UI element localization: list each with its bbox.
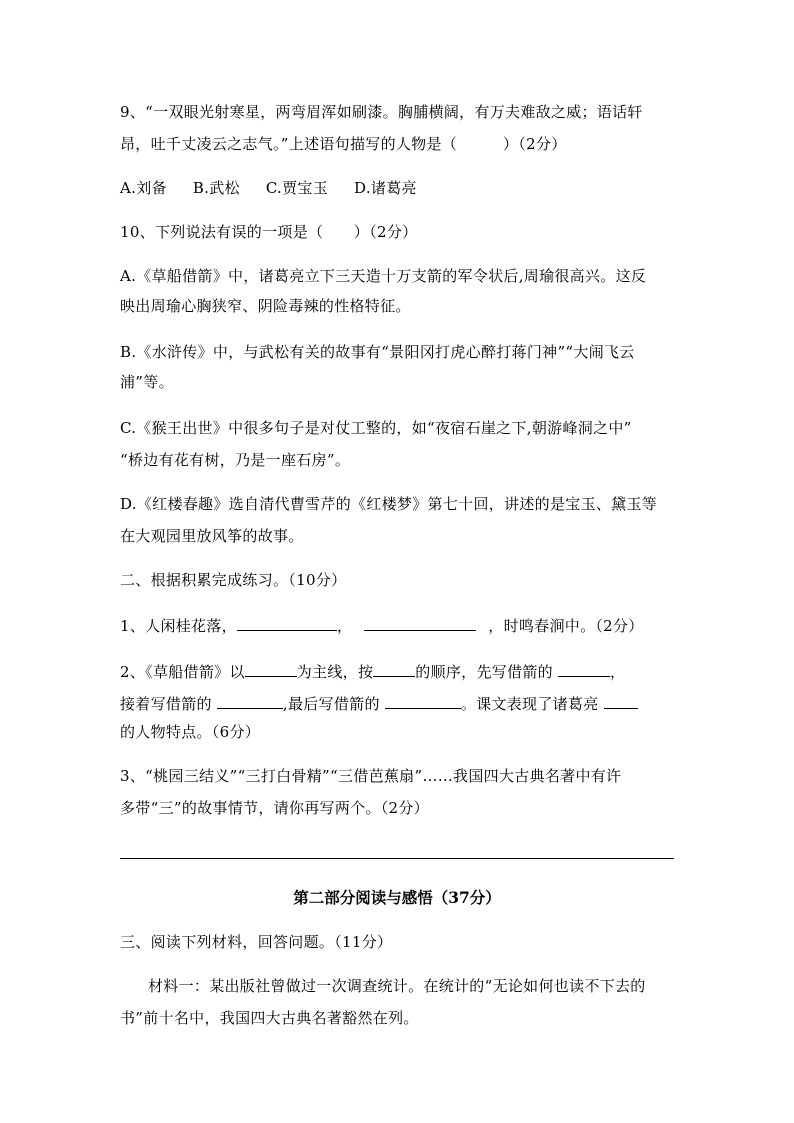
answer-blank-1[interactable] [237,614,337,631]
answer-blank-5[interactable] [558,660,610,677]
q10-option-b-line-1: B.《水浒传》中，与武松有关的故事有“景阳冈打虎心醉打蒋门神”“大闹飞云 [120,343,635,361]
q10-option-d-line-2: 在大观园里放风筝的故事。 [120,527,304,545]
q1-text-mid: ， [336,617,353,635]
section2-q2-line-3: 的人物特点。（6分） [120,723,261,741]
q2-text-c: 的顺序，先写借箭的 [415,663,559,681]
q1-text-pre: 1、人闲桂花落， [120,617,237,635]
q9-line-2: 昂，吐千丈凌云之志气。”上述语句描写的人物是（ ）（2分） [120,135,567,153]
q10-option-a-line-1: A.《草船借箭》中，诸葛亮立下三天造十万支箭的军令状后,周瑜很高兴。这反 [120,267,647,285]
section2-q3-line-1: 3、“桃园三结义”“三打白骨精”“三借芭蕉扇”……我国四大古典名著中有许 [120,767,622,785]
q2-text-e: 接着写借箭的 [120,695,217,713]
q9-line-1: 9、“一双眼光射寒星，两弯眉浑如刷漆。胸脯横阔，有万夫难敌之威；语话轩 [120,103,643,121]
answer-blank-8[interactable] [604,692,638,709]
q10-option-b-line-2: 浦”等。 [120,373,174,391]
q10-option-d-line-1: D.《红楼春趣》选自清代曹雪芹的《红楼梦》第七十回，讲述的是宝玉、黛玉等 [120,495,658,513]
q2-text-a: 2、《草船借箭》以 [120,663,245,681]
section2-q1 [120,614,644,636]
q9-option-c: C.贾宝玉 [265,179,329,197]
part2-heading: 第二部分阅读与感悟（37分） [293,888,501,907]
material1-line-1: 材料一：某出版社曾做过一次调查统计。在统计的“无论如何也读不下去的 [148,977,646,995]
section2-title: 二、根据积累完成练习。（10分） [120,571,347,589]
q1-text-post: ，时鸣春涧中。（2分） [488,617,644,635]
q9-options [120,178,443,198]
q2-text-f: ,最后写借箭的 [282,695,385,713]
q10-stem: 10、下列说法有误的一项是（ ）（2分） [120,223,418,241]
section3-title: 三、阅读下列材料，回答问题。（11分） [120,933,393,951]
section2-q2-line-2 [120,692,638,714]
q9-option-a: A.刘备 [120,179,167,197]
q2-text-d: ， [610,663,626,681]
q2-text-b: 为主线，按 [296,663,374,681]
section2-q2-line-1 [120,660,625,682]
answer-blank-3[interactable] [245,660,297,677]
q10-option-a-line-2: 映出周瑜心胸狭窄、阴险毒辣的性格特征。 [120,297,411,315]
q2-text-g: 。课文表现了诸葛亮 [460,695,604,713]
material1-line-2: 书”前十名中，我国四大古典名著豁然在列。 [120,1009,419,1027]
section-divider [120,858,674,859]
answer-blank-4[interactable] [373,660,415,677]
section2-q3-line-2: 多带“三”的故事情节，请你再写两个。（2分） [120,799,429,817]
q10-option-c-line-2: “桥边有花有树，乃是一座石房”。 [120,451,351,469]
answer-blank-7[interactable] [385,692,461,709]
q9-option-d: D.诸葛亮 [354,179,417,197]
q10-option-c-line-1: C.《猴王出世》中很多句子是对仗工整的，如“夜宿石崖之下,朝游峰洞之中” [120,419,632,437]
answer-blank-2[interactable] [364,614,476,631]
q9-option-b: B.武松 [192,179,240,197]
answer-blank-6[interactable] [217,692,283,709]
